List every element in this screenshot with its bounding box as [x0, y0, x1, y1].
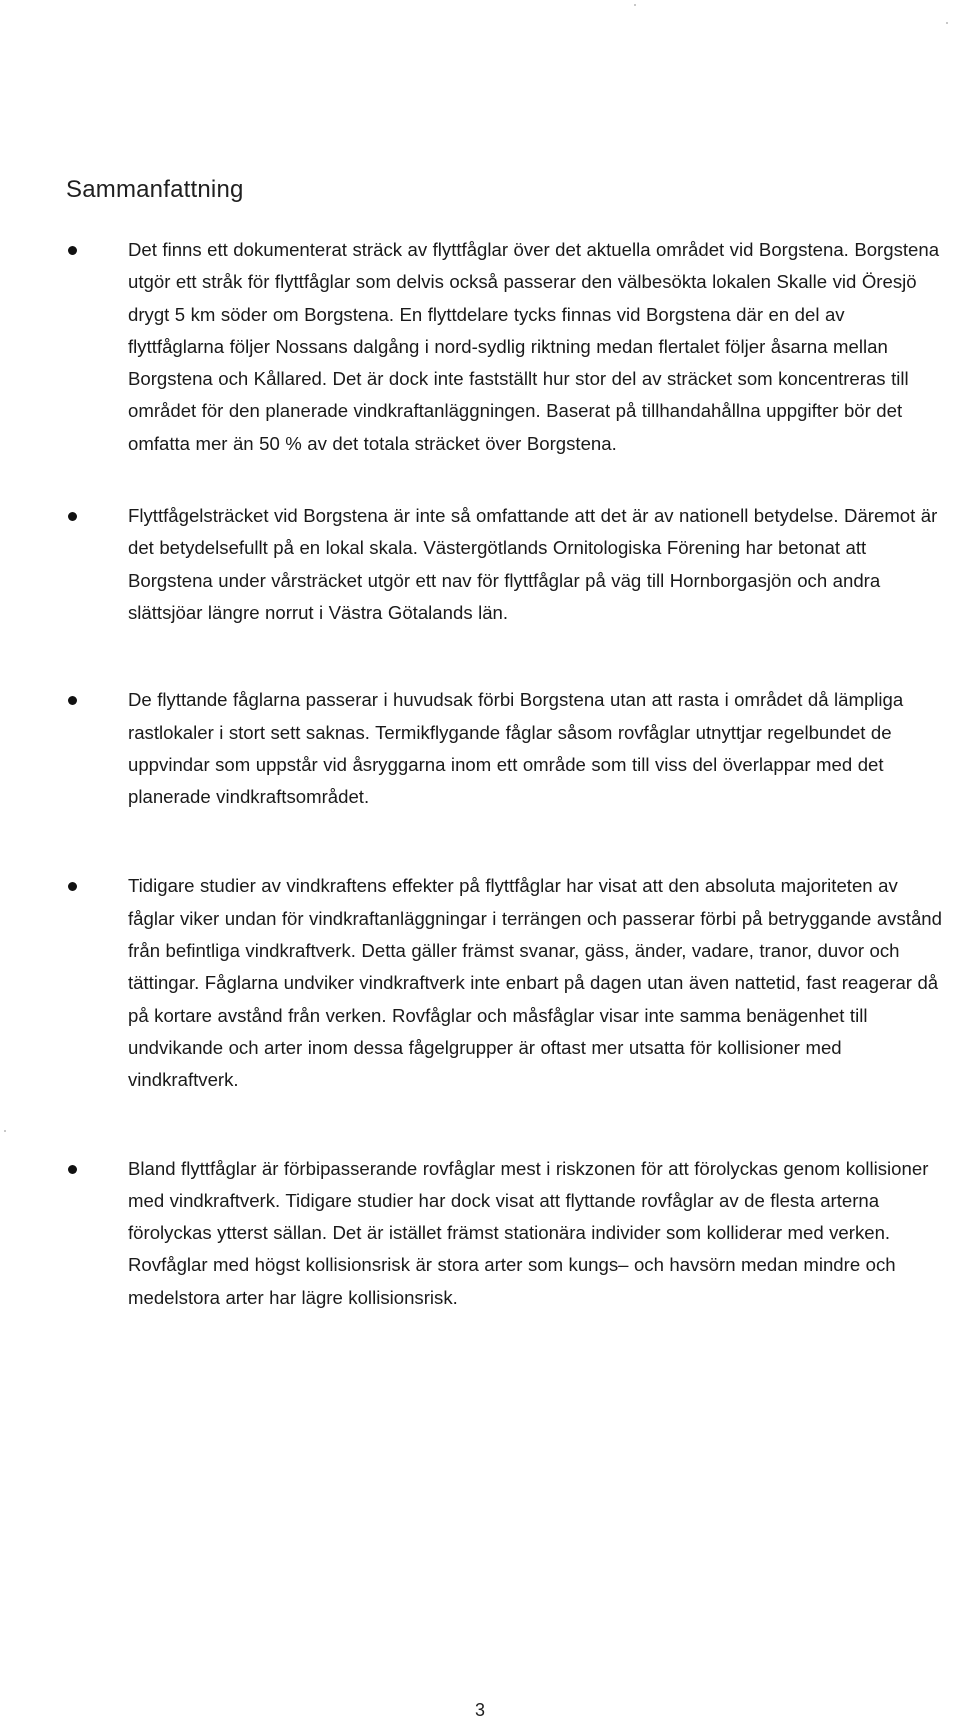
bullet-text: De flyttande fåglarna passerar i huvudsak förbi Borgstena utan att rasta i området då lämpliga rastlokaler i stort sett saknas. Termikflygande fåglar såsom rovfåglar utnyttjar regelbundet de uppvindar som uppstår vid åsryggarna inom ett område som till viss del överlappar med det planerade vindkraftsområdet. [128, 689, 904, 808]
bullet-dot-icon [68, 1165, 77, 1174]
bullet-text: Bland flyttfåglar är förbipasserande rovfåglar mest i riskzonen för att förolyckas genom kollisioner med vindkraftverk. Tidigare studier har dock visat att flyttande rovfåglar av de flesta arterna förolyckas ytterst sällan. Det är istället främst stationära individer som kolliderar med verken. Rovfåglar med högst kollisionsrisk är stora arter som kungs– och havsörn medan mindre och medelstora arter har lägre kollisionsrisk. [128, 1157, 929, 1308]
section-heading: Sammanfattning [66, 176, 244, 203]
bullet-dot-icon [68, 696, 77, 705]
bullet-text: Flyttfågelsträcket vid Borgstena är inte så omfattande att det är av nationell betydelse. Däremot är det betydelsefullt på en lokal skala. Västergötlands Ornitologiska Förening har betonat att Borgstena under vårsträcket utgör ett nav för flyttfåglar på väg till Hornborgasjön och andra slättsjöar längre norrut i Västra Götalands län. [128, 505, 938, 623]
scan-speck [946, 22, 948, 24]
scan-speck [4, 1130, 6, 1132]
bullet-item [66, 1153, 946, 1314]
summary-bullet-list [66, 234, 946, 1314]
bullet-item [66, 234, 946, 460]
bullet-dot-icon [68, 882, 77, 891]
page-number: 3 [474, 1700, 485, 1720]
bullet-dot-icon [68, 246, 77, 255]
scan-speck [634, 4, 636, 6]
bullet-item [66, 870, 946, 1096]
bullet-text: Tidigare studier av vindkraftens effekter på flyttfåglar har visat att den absoluta majoriteten av fåglar viker undan för vindkraftanläggningar i terrängen och passerar förbi på betryggande avstånd från befintliga vindkraftverk. Detta gäller främst svanar, gäss, änder, vadare, tranor, duvor och tättingar. Fåglarna undviker vindkraftverk inte enbart på dagen utan även nattetid, fast reagerar då på kortare avstånd från verken. Rovfåglar och måsfåglar visar inte samma benägenhet till undvikande och arter inom dessa fågelgrupper är oftast mer utsatta för kollisioner med vindkraftverk. [128, 875, 942, 1091]
bullet-item [66, 500, 946, 629]
bullet-item [66, 684, 946, 813]
bullet-dot-icon [68, 512, 77, 521]
bullet-text: Det finns ett dokumenterat sträck av flyttfåglar över det aktuella området vid Borgstena. Borgstena utgör ett stråk för flyttfåglar som delvis också passerar den välbesökta lokalen Skalle vid Öresjö drygt 5 km söder om Borgstena. En flyttdelare tycks finnas vid Borgstena där en del av flyttfåglarna följer Nossans dalgång i nord-sydlig riktning medan flertalet följer åsarna mellan Borgstena och Kållared. Det är dock inte fastställt hur stor del av sträcket som koncentreras till området för den planerade vindkraftanläggningen. Baserat på tillhandahållna uppgifter bör det omfatta mer än 50 % av det totala sträcket över Borgstena. [128, 239, 940, 454]
